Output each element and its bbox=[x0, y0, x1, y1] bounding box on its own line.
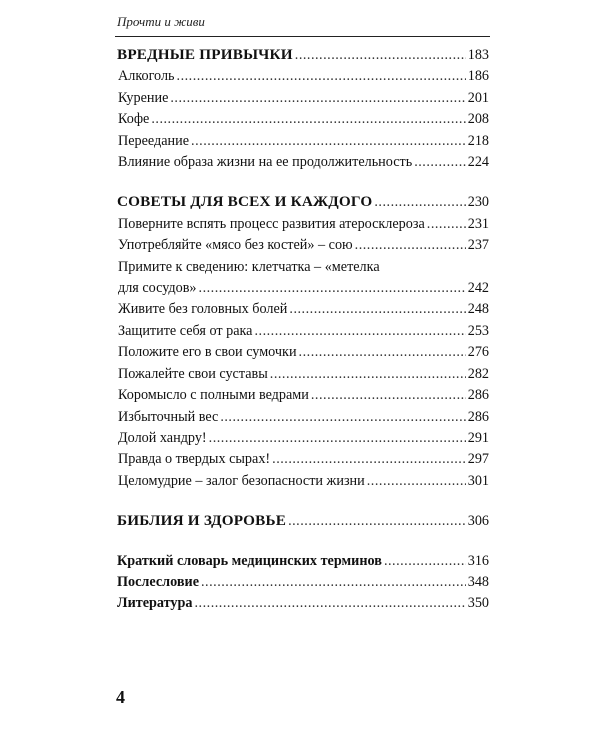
toc-entry[interactable] bbox=[117, 342, 489, 363]
toc-page-number: 201 bbox=[467, 89, 489, 106]
dot-leader bbox=[311, 385, 466, 406]
toc-page-number: 224 bbox=[467, 154, 489, 171]
toc-title: Поверните вспять процесс развития атеросклероза bbox=[118, 215, 425, 232]
toc-entry[interactable] bbox=[117, 449, 489, 470]
dot-leader bbox=[299, 342, 466, 363]
dot-leader bbox=[191, 131, 466, 152]
toc-title: Правда о твердых сырах! bbox=[118, 451, 271, 468]
toc-entry[interactable] bbox=[117, 66, 489, 87]
toc-entry[interactable] bbox=[117, 385, 489, 406]
toc-title: Положите его в свои сумочки bbox=[118, 344, 297, 361]
toc-page-number: 316 bbox=[467, 552, 489, 569]
dot-leader bbox=[199, 278, 466, 299]
toc-entry-first-line[interactable] bbox=[117, 257, 489, 278]
toc-title: Примите к сведению: клетчатка – «метелка bbox=[118, 258, 380, 275]
toc-entry[interactable] bbox=[117, 428, 489, 449]
toc-title: Долой хандру! bbox=[118, 429, 207, 446]
toc-page-number: 230 bbox=[467, 194, 489, 211]
toc-entry[interactable] bbox=[117, 321, 489, 342]
toc-entry[interactable] bbox=[117, 214, 489, 235]
toc-entry[interactable] bbox=[117, 364, 489, 385]
toc-title: Пожалейте свои суставы bbox=[118, 365, 268, 382]
toc-entry[interactable] bbox=[117, 299, 489, 320]
dot-leader bbox=[427, 214, 466, 235]
toc-entry[interactable] bbox=[117, 88, 489, 109]
dot-leader bbox=[201, 572, 466, 593]
toc-title: Курение bbox=[118, 89, 169, 106]
toc-back-matter-entry[interactable] bbox=[117, 593, 489, 614]
toc-entry[interactable] bbox=[117, 471, 489, 492]
toc-page-number: 276 bbox=[467, 344, 489, 361]
toc-title: Алкоголь bbox=[118, 68, 175, 85]
page-number: 4 bbox=[116, 687, 125, 707]
toc-entry[interactable] bbox=[117, 235, 489, 256]
toc-page-number: 183 bbox=[467, 47, 489, 63]
dot-leader bbox=[355, 235, 466, 256]
toc-title: Живите без головных болей bbox=[118, 301, 288, 318]
dot-leader bbox=[220, 407, 465, 428]
toc-page-number: 348 bbox=[467, 573, 489, 590]
dot-leader bbox=[288, 511, 466, 532]
toc-entry[interactable] bbox=[117, 131, 489, 152]
dot-leader bbox=[209, 428, 466, 449]
toc-page-number: 186 bbox=[467, 68, 489, 85]
toc-title: ВРЕДНЫЕ ПРИВЫЧКИ bbox=[117, 46, 293, 63]
toc-section-heading[interactable] bbox=[117, 191, 489, 213]
toc-title: Употребляйте «мясо без костей» – сою bbox=[118, 237, 353, 254]
toc-page-number: 297 bbox=[467, 451, 489, 468]
toc-title: Литература bbox=[117, 595, 193, 612]
dot-leader bbox=[195, 593, 466, 614]
toc-title: Целомудрие – залог безопасности жизни bbox=[118, 472, 365, 489]
header-rule bbox=[115, 36, 490, 37]
running-head: Прочти и живи bbox=[117, 14, 205, 29]
dot-leader bbox=[384, 551, 466, 572]
toc-entry[interactable] bbox=[117, 109, 489, 130]
toc-title: для сосудов» bbox=[118, 280, 197, 297]
toc-page-number: 208 bbox=[467, 111, 489, 128]
toc-page-number: 218 bbox=[467, 132, 489, 149]
dot-leader bbox=[270, 364, 466, 385]
toc-page-number: 237 bbox=[467, 237, 489, 254]
toc-entry[interactable] bbox=[117, 152, 489, 173]
toc-page-number: 242 bbox=[467, 280, 489, 297]
dot-leader bbox=[272, 449, 466, 470]
toc-back-matter-entry[interactable] bbox=[117, 551, 489, 572]
dot-leader bbox=[289, 299, 465, 320]
dot-leader bbox=[414, 152, 466, 173]
table-of-contents bbox=[117, 44, 489, 615]
toc-section-heading[interactable] bbox=[117, 44, 489, 66]
dot-leader bbox=[374, 192, 465, 213]
toc-page-number: 286 bbox=[467, 408, 489, 425]
toc-title: Коромысло с полными ведрами bbox=[118, 387, 309, 404]
toc-entry[interactable] bbox=[117, 278, 489, 299]
toc-page-number: 301 bbox=[467, 472, 489, 489]
toc-section-heading[interactable] bbox=[117, 510, 489, 532]
toc-title: БИБЛИЯ И ЗДОРОВЬЕ bbox=[117, 512, 287, 530]
toc-title: Влияние образа жизни на ее продолжительность bbox=[118, 154, 413, 171]
toc-page-number: 306 bbox=[467, 513, 489, 530]
toc-page-number: 248 bbox=[467, 301, 489, 318]
dot-leader bbox=[170, 88, 465, 109]
toc-title: Избыточный вес bbox=[118, 408, 219, 425]
toc-title: Послесловие bbox=[117, 573, 199, 590]
toc-page-number: 350 bbox=[467, 595, 489, 612]
toc-page-number: 282 bbox=[467, 365, 489, 382]
dot-leader bbox=[367, 471, 466, 492]
toc-title: Переедание bbox=[118, 132, 190, 149]
dot-leader bbox=[254, 321, 465, 342]
toc-entry[interactable] bbox=[117, 407, 489, 428]
toc-title: Кофе bbox=[118, 111, 150, 128]
toc-page-number: 286 bbox=[467, 387, 489, 404]
dot-leader bbox=[177, 66, 466, 87]
dot-leader bbox=[151, 109, 465, 130]
toc-back-matter-entry[interactable] bbox=[117, 572, 489, 593]
toc-title: Защитите себя от рака bbox=[118, 322, 253, 339]
toc-title: Краткий словарь медицинских терминов bbox=[117, 552, 382, 569]
toc-page-number: 253 bbox=[467, 322, 489, 339]
toc-title: СОВЕТЫ ДЛЯ ВСЕХ И КАЖДОГО bbox=[117, 193, 373, 211]
toc-page-number: 231 bbox=[467, 215, 489, 232]
toc-page-number: 291 bbox=[467, 429, 489, 446]
dot-leader bbox=[295, 45, 466, 66]
